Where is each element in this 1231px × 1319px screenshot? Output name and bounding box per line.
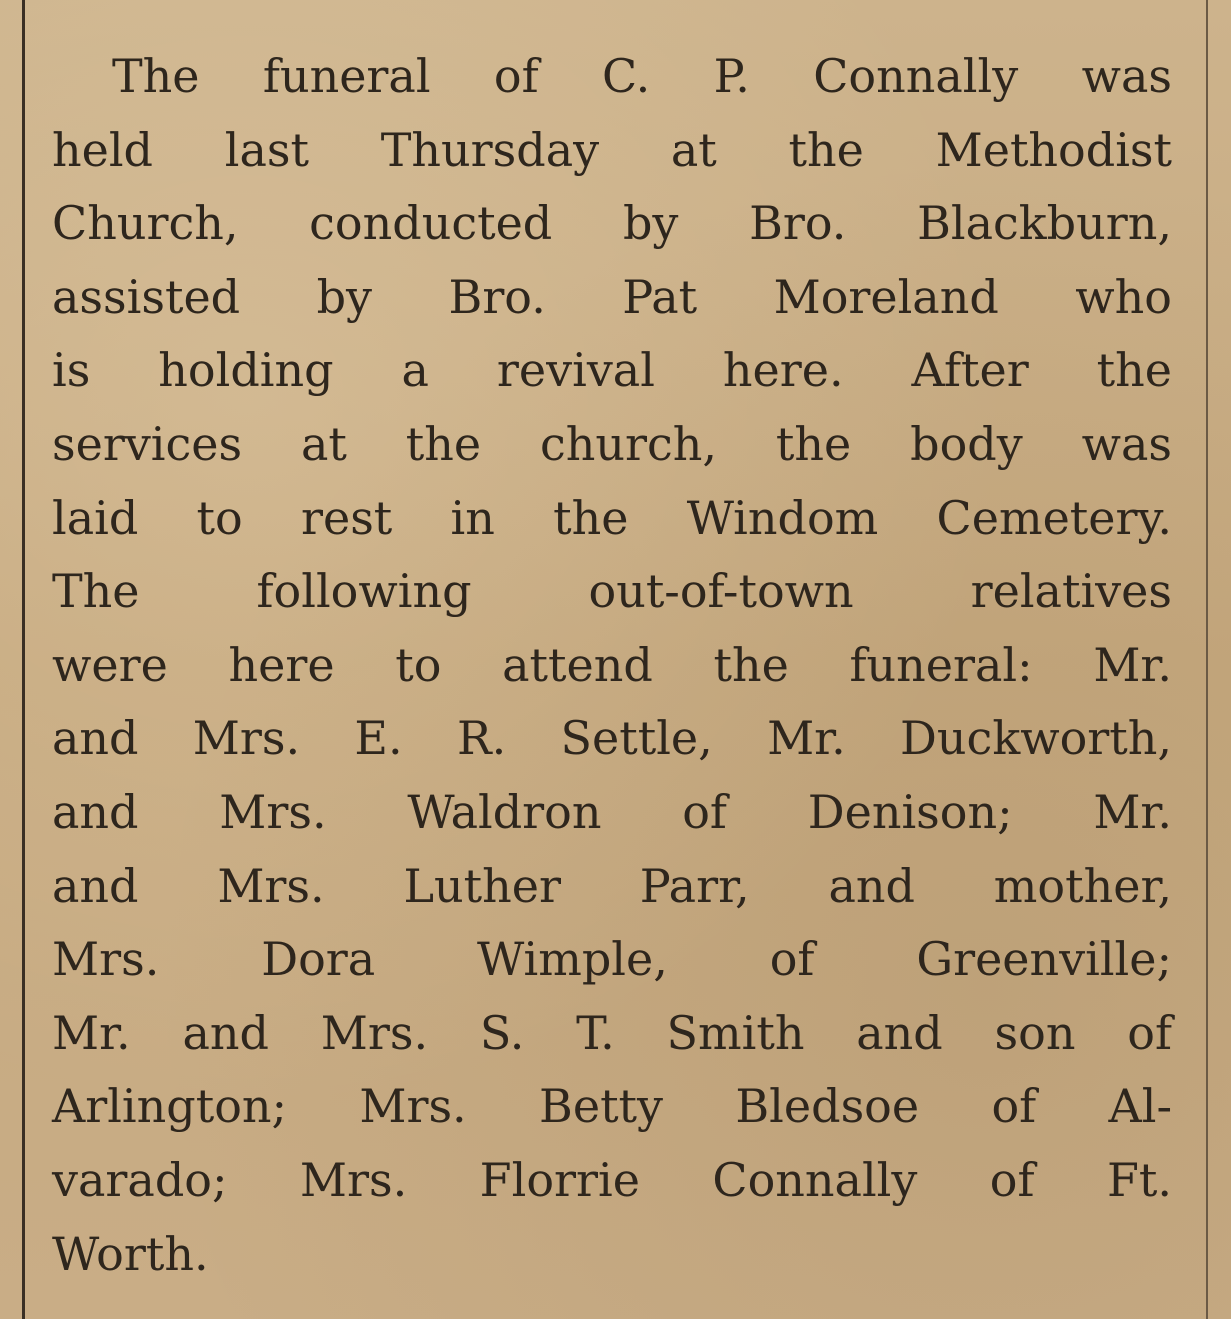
article-line: held last Thursday at the Methodist	[52, 122, 1172, 177]
article-line: is holding a revival here. After the	[52, 343, 1172, 398]
article-line: Worth.	[52, 1226, 209, 1281]
article-line: and Mrs. E. R. Settle, Mr. Duckworth,	[52, 711, 1172, 766]
article-line: Arlington; Mrs. Betty Bledsoe of Al-	[52, 1079, 1172, 1134]
article-line: assisted by Bro. Pat Moreland who	[52, 269, 1172, 324]
article-line: laid to rest in the Windom Cemetery.	[52, 490, 1172, 545]
article-line: varado; Mrs. Florrie Connally of Ft.	[52, 1152, 1172, 1207]
article-line: The following out-of-town relatives	[52, 564, 1172, 619]
obituary-article	[52, 40, 1172, 1291]
article-line: The funeral of C. P. Connally was	[112, 49, 1172, 103]
article-line: services at the church, the body was	[52, 416, 1172, 471]
article-line: Mrs. Dora Wimple, of Greenville;	[52, 932, 1172, 987]
article-line: and Mrs. Waldron of Denison; Mr.	[52, 784, 1172, 839]
column-rule-right	[1206, 0, 1208, 1319]
article-line: Church, conducted by Bro. Blackburn,	[52, 196, 1172, 251]
article-line: were here to attend the funeral: Mr.	[52, 637, 1172, 692]
article-line: Mr. and Mrs. S. T. Smith and son of	[52, 1005, 1172, 1060]
column-rule-left	[22, 0, 25, 1319]
article-line: and Mrs. Luther Parr, and mother,	[52, 858, 1172, 913]
